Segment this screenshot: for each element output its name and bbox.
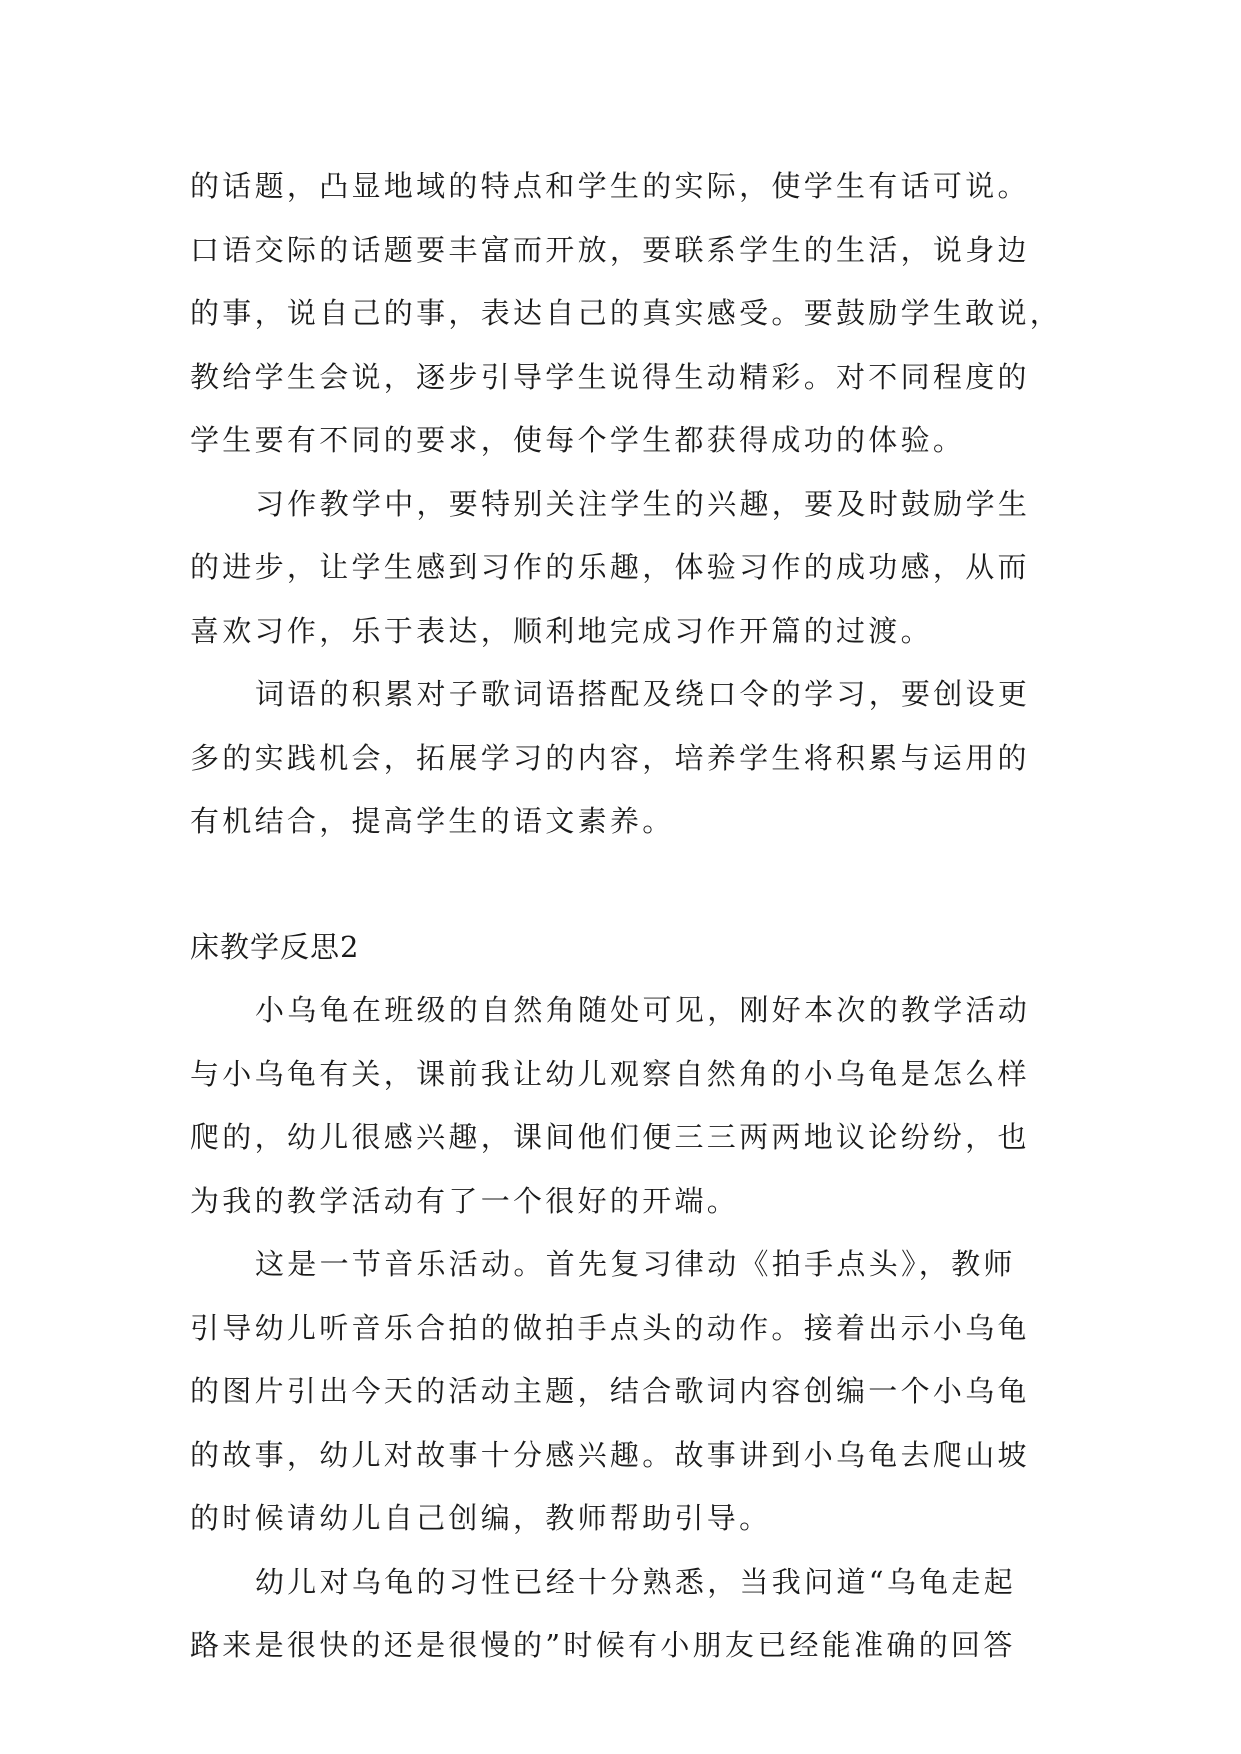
paragraph [190, 663, 1055, 854]
paragraph [190, 979, 1055, 1233]
section-heading: 床教学反思2 [190, 929, 360, 964]
text-line: 引导幼儿听音乐合拍的做拍手点头的动作。接着出示小乌龟 [190, 1310, 1030, 1345]
paragraph [190, 155, 1063, 473]
text-line: 的话题，凸显地域的特点和学生的实际，使学生有话可说。 [190, 169, 1030, 203]
text-line: 与小乌龟有关，课前我让幼儿观察自然角的小乌龟是怎么样 [190, 1056, 1030, 1091]
text-line: 幼儿对乌龟的习性已经十分熟悉，当我问道“乌龟走起 [255, 1564, 1017, 1599]
text-line: 多的实践机会，拓展学习的内容，培养学生将积累与运用的 [190, 740, 1030, 775]
text-line: 口语交际的话题要丰富而开放，要联系学生的生活，说身边 [190, 232, 1030, 267]
text-line: 词语的积累对子歌词语搭配及绕口令的学习，要创设更 [255, 677, 1031, 711]
text-line: 喜欢习作，乐于表达，顺利地完成习作开篇的过渡。 [190, 613, 933, 648]
text-line: 教给学生会说，逐步引导学生说得生动精彩。对不同程度的 [190, 359, 1030, 394]
paragraph [190, 1233, 1055, 1551]
text-line: 这是一节音乐活动。首先复习律动《拍手点头》，教师 [255, 1247, 1016, 1281]
text-line: 小乌龟在班级的自然角随处可见，刚好本次的教学活动 [255, 993, 1031, 1027]
text-line: 学生要有不同的要求，使每个学生都获得成功的体验。 [190, 423, 966, 457]
section-gap [190, 854, 1055, 916]
text-line: 的图片引出今天的活动主题，结合歌词内容创编一个小乌龟 [190, 1374, 1030, 1408]
text-line: 路来是很快的还是很慢的”时候有小朋友已经能准确的回答 [190, 1628, 1016, 1662]
paragraph [190, 473, 1055, 664]
text-line: 为我的教学活动有了一个很好的开端。 [190, 1183, 740, 1218]
text-line: 的事，说自己的事，表达自己的真实感受。要鼓励学生敢说， [190, 296, 1063, 330]
text-line: 爬的，幼儿很感兴趣，课间他们便三三两两地议论纷纷，也 [190, 1120, 1030, 1154]
paragraph [190, 1551, 1055, 1678]
document-page [190, 155, 1063, 1678]
text-line: 有机结合，提高学生的语文素养。 [190, 804, 675, 838]
text-line: 的时候请幼儿自己创编，教师帮助引导。 [190, 1501, 772, 1535]
text-line: 的进步，让学生感到习作的乐趣，体验习作的成功感，从而 [190, 550, 1030, 584]
text-line: 习作教学中，要特别关注学生的兴趣，要及时鼓励学生 [255, 486, 1031, 521]
text-line: 的故事，幼儿对故事十分感兴趣。故事讲到小乌龟去爬山坡 [190, 1437, 1030, 1472]
